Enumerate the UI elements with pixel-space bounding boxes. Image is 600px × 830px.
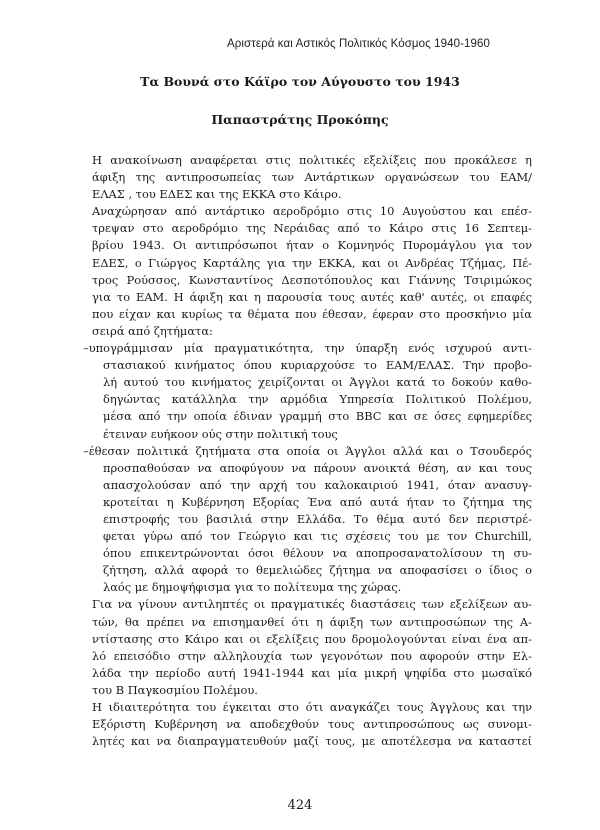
article-author: Παπαστράτης Προκόπης	[211, 112, 389, 127]
running-header: Αριστερά και Αστικός Πολιτικός Κόσμος 1940-1960	[226, 38, 490, 50]
text-line: Για να γίνουν αντιληπτές οι πραγματικές διαστάσεις των εξελίξεων αυ-	[92, 597, 532, 612]
text-line: μέσα από την οποία έδιναν γραμμή στο BBC και σε όσες εφημερίδες	[103, 409, 532, 424]
text-line: Αναχώρησαν από αντάρτικο αεροδρόμιο στις 10 Αυγούστου και επέσ-	[92, 204, 532, 219]
text-line: του Β Παγκοσμίου Πολέμου.	[92, 682, 258, 697]
text-line: λητές και να διαπραγματευθούν μαζί τους, με αποτέλεσμα να καταστεί	[92, 734, 532, 749]
text-line: για το ΕΑΜ. Η άφιξη και η παρουσία τους αυτές καθ' αυτές, οι επαφές	[92, 289, 532, 304]
text-line: δηγώντας κατάλληλα την αρμόδια Υπηρεσία Πολιτικού Πολέμου,	[103, 392, 532, 407]
text-line: λαός με δημοψήφισμα για το πολίτευμα της χώρας.	[103, 580, 402, 595]
text-line: ζήτηση, αλλά αφορά το θεμελιώδες ζήτημα να αποφασίσει ο ίδιος ο	[103, 563, 532, 578]
text-line: Εξόριστη Κυβέρνηση να αποδεχθούν τους αντιπροσώπους ως συνομι-	[92, 717, 532, 732]
text-line: –έθεσαν πολιτικά ζητήματα στα οποία οι Άγγλοι αλλά και ο Τσουδερός	[83, 443, 532, 458]
text-line: βρίου 1943. Οι αντιπρόσωποι ήταν ο Κομνηνός Πυρομάγλου για τον	[92, 238, 532, 253]
text-line: τρος Ρούσσος, Κωνσταντίνος Δεσποτόπουλος και Γιάννης Τσιριμώκος	[92, 272, 532, 287]
text-line: προσπαθούσαν να αποφύγουν να πάρουν ανοικτά θέση, αν και τους	[103, 460, 532, 475]
page-number: 424	[287, 798, 313, 813]
text-line: επιστροφής του βασιλιά στην Ελλάδα. Το θέμα αυτό δεν περιστρέ-	[103, 511, 532, 526]
body-text	[83, 152, 532, 750]
article-title: Τα Βουνά στο Κάϊρο τον Αύγουστο του 1943	[140, 74, 460, 89]
text-line: λό επεισόδιο στην αλληλουχία των γεγονότων που αφορούν στην Ελ-	[92, 648, 532, 663]
text-line: ΕΔΕΣ, ο Γιώργος Καρτάλης για την ΕΚΚΑ, και οι Ανδρέας Τζήμας, Πέ-	[92, 255, 532, 270]
text-line: λή αυτού του κινήματος χειρίζονται οι Άγγλοι κατά το δοκούν καθο-	[103, 375, 532, 390]
text-line: σειρά από ζητήματα:	[92, 323, 213, 338]
text-line: άφιξη της αντιπροσωπείας των Αντάρτικων οργανώσεων του ΕΑΜ/	[92, 170, 532, 185]
text-line: ντίστασης στο Κάιρο και οι εξελίξεις που δρομολογούνται είναι ένα απ-	[92, 631, 532, 646]
text-line: τρεψαν στο αεροδρόμιο της Νεράιδας από το Κάιρο στις 16 Σεπτεμ-	[92, 221, 532, 236]
text-line: ΕΛΑΣ , του ΕΔΕΣ και της ΕΚΚΑ στο Κάιρο.	[92, 187, 342, 202]
text-line: έτειναν ευήκοον ούς στην πολιτική τους	[103, 426, 338, 441]
text-line: λάδα την περίοδο αυτή 1941-1944 και μία μικρή ψηφίδα στο μωσαϊκό	[92, 665, 532, 680]
text-line: κροτείται η Κυβέρνηση Εξορίας Ένα από αυτά ήταν το ζήτημα της	[103, 494, 532, 509]
text-line: που είχαν και κυρίως τα θέματα που έθεσαν, έφεραν στο προσκήνιο μία	[92, 306, 532, 321]
text-line: στασιακού κινήματος όπου κυριαρχούσε το ΕΑΜ/ΕΛΑΣ. Την προβο-	[103, 358, 532, 373]
text-line: τών, θα πρέπει να επισημανθεί ότι η άφιξη των αντιπροσώπων της Α-	[92, 614, 532, 629]
text-line: Η ανακοίνωση αναφέρεται στις πολιτικές εξελίξεις που προκάλεσε η	[92, 153, 532, 167]
text-line: –υπογράμμισαν μία πραγματικότητα, την ύπαρξη ενός ισχυρού αντι-	[83, 341, 532, 356]
text-line: Η ιδιαιτερότητα του έγκειται στο ότι αναγκάζει τους Άγγλους και την	[92, 700, 532, 714]
text-line: απασχολούσαν από την αρχή του καλοκαιριού 1941, όταν ανασυγ-	[103, 477, 532, 492]
text-line: φεται γύρω από τον Γεώργιο και τις σχέσεις του με τον Churchill,	[103, 529, 532, 544]
text-line: όπου επικεντρώνονται όσοι θέλουν να αποπροσανατολίσουν τη συ-	[103, 546, 532, 561]
